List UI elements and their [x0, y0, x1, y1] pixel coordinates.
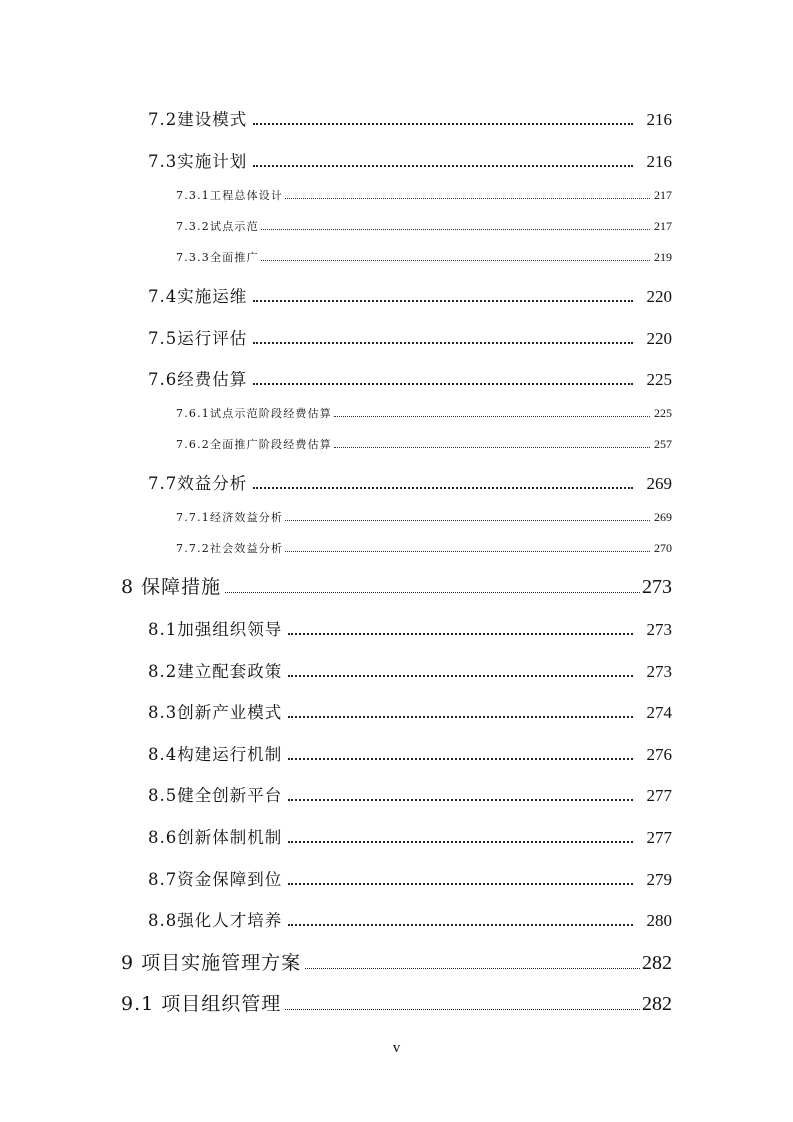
toc-entry[interactable] — [148, 866, 672, 888]
toc-entry-title: 8.4构建运行机制 — [148, 745, 283, 764]
toc-entry-title: 8.7资金保障到位 — [148, 870, 283, 889]
toc-entry-page: 274 — [646, 703, 672, 722]
toc-entry[interactable] — [148, 366, 672, 388]
toc-entry-title: 7.3.1工程总体设计 — [176, 189, 284, 202]
dot-leader — [288, 924, 632, 926]
toc-entry-page: 279 — [646, 870, 672, 889]
toc-entry[interactable] — [176, 540, 672, 556]
toc-entry[interactable] — [148, 148, 672, 170]
toc-entry-title: 7.7效益分析 — [148, 474, 248, 493]
toc-entry-page: 216 — [646, 152, 672, 171]
dot-leader — [288, 758, 632, 760]
dot-leader — [285, 551, 650, 552]
toc-entry-page: 225 — [646, 370, 672, 389]
toc-entry-page: 270 — [654, 541, 672, 555]
toc-entry-page: 225 — [654, 406, 672, 420]
toc-entry[interactable] — [148, 782, 672, 804]
dot-leader — [288, 799, 632, 801]
toc-entry[interactable] — [176, 509, 672, 525]
toc-entry[interactable] — [176, 218, 672, 234]
toc-entry-title: 7.6经费估算 — [148, 370, 248, 389]
toc-entry-title: 7.3.2试点示范 — [176, 220, 259, 233]
toc-entry-title: 9 项目实施管理方案 — [121, 952, 302, 974]
toc-entry-page: 217 — [654, 219, 672, 233]
toc-entry-page: 216 — [646, 110, 672, 129]
toc-entry-title: 7.4实施运维 — [148, 287, 248, 306]
toc-entry-page: 220 — [646, 287, 672, 306]
toc-entry[interactable] — [148, 907, 672, 929]
toc-entry[interactable] — [148, 106, 672, 128]
toc-entry-title: 7.7.2社会效益分析 — [176, 542, 284, 555]
dot-leader — [253, 487, 632, 489]
toc-entry-page: 269 — [654, 510, 672, 524]
dot-leader — [253, 165, 632, 167]
toc-entry-page: 280 — [646, 911, 672, 930]
dot-leader — [253, 300, 632, 302]
toc-entry-title: 8 保障措施 — [121, 576, 222, 598]
toc-entry-title: 7.6.1试点示范阶段经费估算 — [176, 407, 332, 420]
toc-entry-page: 273 — [646, 620, 672, 639]
toc-entry-title: 7.2建设模式 — [148, 110, 248, 129]
toc-entry[interactable] — [148, 470, 672, 492]
toc-entry-title: 8.2建立配套政策 — [148, 662, 283, 681]
toc-entry-page: 277 — [646, 828, 672, 847]
dot-leader — [334, 416, 650, 417]
toc-entry-title: 7.3实施计划 — [148, 152, 248, 171]
toc-entry[interactable] — [148, 658, 672, 680]
toc-entry-page: 220 — [646, 329, 672, 348]
toc-entry-page: 282 — [642, 993, 672, 1015]
dot-leader — [285, 520, 650, 521]
toc-entry-page: 276 — [646, 745, 672, 764]
toc-entry-title: 7.7.1经济效益分析 — [176, 511, 284, 524]
toc-entry-title: 8.3创新产业模式 — [148, 703, 283, 722]
toc-entry[interactable] — [148, 283, 672, 305]
dot-leader — [285, 1009, 640, 1010]
toc-entry-title: 8.8强化人才培养 — [148, 911, 283, 930]
dot-leader — [253, 383, 632, 385]
dot-leader — [288, 841, 632, 843]
toc-entry-title: 8.6创新体制机制 — [148, 828, 283, 847]
toc-entry-title: 7.3.3全面推广 — [176, 251, 259, 264]
toc-entry-title: 9.1 项目组织管理 — [121, 993, 282, 1015]
toc-entry-title: 7.6.2全面推广阶段经费估算 — [176, 438, 332, 451]
toc-entry-title: 8.1加强组织领导 — [148, 620, 283, 639]
dot-leader — [288, 883, 632, 885]
dot-leader — [225, 592, 640, 593]
dot-leader — [261, 260, 650, 261]
toc-entry[interactable] — [148, 699, 672, 721]
toc-entry[interactable] — [148, 824, 672, 846]
page-number: v — [392, 1040, 401, 1056]
toc-entry[interactable] — [176, 187, 672, 203]
toc-entry-page: 273 — [646, 662, 672, 681]
toc-entry[interactable] — [148, 325, 672, 347]
dot-leader — [253, 123, 632, 125]
dot-leader — [288, 716, 632, 718]
toc-entry-title: 7.5运行评估 — [148, 329, 248, 348]
toc-entry[interactable] — [176, 249, 672, 265]
toc-entry[interactable] — [121, 572, 672, 598]
toc-entry[interactable] — [121, 948, 672, 974]
toc-entry-page: 277 — [646, 786, 672, 805]
dot-leader — [305, 968, 640, 969]
dot-leader — [253, 342, 632, 344]
toc-entry-page: 219 — [654, 250, 672, 264]
toc-entry-page: 217 — [654, 188, 672, 202]
toc-entry-page: 282 — [642, 952, 672, 974]
toc-entry[interactable] — [148, 741, 672, 763]
toc-entry[interactable] — [176, 436, 672, 452]
dot-leader — [288, 633, 632, 635]
toc-entry[interactable] — [176, 405, 672, 421]
toc-entry-title: 8.5健全创新平台 — [148, 786, 283, 805]
dot-leader — [334, 447, 650, 448]
dot-leader — [285, 198, 650, 199]
toc-entry[interactable] — [148, 616, 672, 638]
toc-entry-page: 257 — [654, 437, 672, 451]
toc-entry[interactable] — [121, 989, 672, 1015]
toc-entry-page: 273 — [642, 576, 672, 598]
dot-leader — [288, 675, 632, 677]
toc-entry-page: 269 — [646, 474, 672, 493]
dot-leader — [261, 229, 650, 230]
